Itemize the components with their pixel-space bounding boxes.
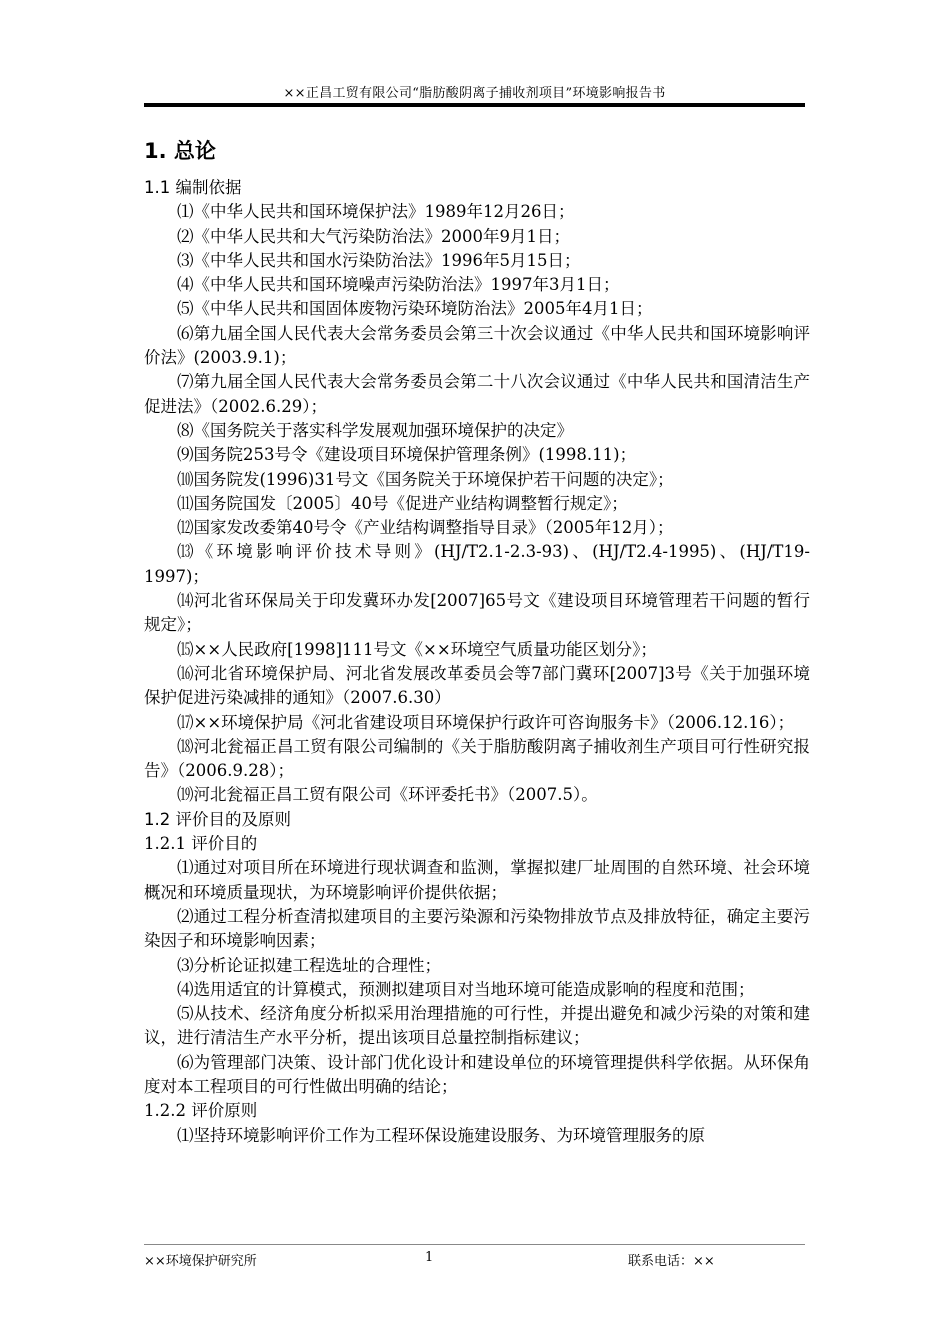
footer-organization: ××环境保护研究所 — [144, 1254, 257, 1269]
list-item: ⑹为管理部门决策、设计部门优化设计和建设单位的环境管理提供科学依据。从环保角度对本工程项目的可行性做出明确的结论； — [144, 1052, 810, 1096]
list-item: ⑵《中华人民共和大气污染防治法》2000年9月1日； — [177, 226, 570, 246]
header-rule — [144, 103, 805, 107]
list-item: ⑷选用适宜的计算模式，预测拟建项目对当地环境可能造成影响的程度和范围； — [177, 979, 755, 999]
list-item: ⑿国家发改委第40号令《产业结构调整指导目录》（2005年12月）； — [177, 518, 674, 538]
section-title-1-1: 1.1 编制依据 — [144, 178, 242, 197]
list-item: ⑸从技术、经济角度分析拟采用治理措施的可行性，并提出避免和减少污染的对策和建议，进行清洁生产水平分析，提出该项目总量控制指标建议； — [144, 1004, 810, 1048]
list-item: ⑵通过工程分析查清拟建项目的主要污染源和污染物排放节点及排放特征，确定主要污染因子和环境影响因素； — [144, 906, 810, 951]
footer-contact: 联系电话：×× — [628, 1254, 715, 1269]
purpose-list — [144, 856, 810, 1099]
list-item: ⑻《国务院关于落实科学发展观加强环境保护的决定》 — [177, 420, 573, 440]
list-item: ⒂××人民政府[1998]111号文《××环境空气质量功能区划分》； — [177, 639, 657, 659]
list-item: ⑺第九届全国人民代表大会常务委员会第二十八次会议通过《中华人民共和国清洁生产促进法》（2002.6.29）； — [144, 372, 810, 416]
list-item: ⒆河北瓮福正昌工贸有限公司《环评委托书》（2007.5）。 — [177, 785, 598, 805]
list-item: ⑸《中华人民共和国固体废物污染环境防治法》2005年4月1日； — [177, 299, 653, 319]
list-item: ⒁河北省环保局关于印发冀环办发[2007]65号文《建设项目环境管理若干问题的暂行规定》； — [144, 591, 810, 635]
list-item: ⑴坚持环境影响评价工作为工程环保设施建设服务、为环境管理服务的原 — [177, 1125, 705, 1145]
list-item: ⑽国务院发(1996)31号文《国务院关于环境保护若干问题的决定》； — [177, 469, 674, 489]
list-item: ⒄××环境保护局《河北省建设项目环境保护行政许可咨询服务卡》（2006.12.16）； — [177, 712, 795, 732]
list-item: ⑹第九届全国人民代表大会常务委员会第三十次会议通过《中华人民共和国环境影响评价法》(2003.9.1)； — [144, 323, 810, 368]
basis-list — [144, 200, 810, 807]
footer-rule — [144, 1244, 805, 1245]
list-item: ⑼国务院253号令《建设项目环境保护管理条例》(1998.11)； — [177, 445, 637, 465]
subsection-title-1-2-1: 1.2.1 评价目的 — [144, 834, 258, 854]
page-number: 1 — [425, 1250, 434, 1265]
principle-list — [144, 1124, 810, 1148]
running-header: ××正昌工贸有限公司“脂肪酸阴离子捕收剂项目”环境影响报告书 — [283, 86, 666, 101]
list-item: ⑴通过对项目所在环境进行现状调查和监测，掌握拟建厂址周围的自然环境、社会环境概况和环境质量现状，为环境影响评价提供依据； — [144, 858, 810, 902]
list-item: ⑾国务院国发〔2005〕40号《促进产业结构调整暂行规定》； — [177, 493, 628, 513]
list-item: ⒅河北瓮福正昌工贸有限公司编制的《关于脂肪酸阴离子捕收剂生产项目可行性研究报告》（2006.9.28）； — [144, 736, 810, 781]
list-item: ⑶分析论证拟建工程选址的合理性； — [177, 955, 441, 975]
list-item: ⑶《中华人民共和国水污染防治法》1996年5月15日； — [177, 250, 581, 270]
subsection-title-1-2-2: 1.2.2 评价原则 — [144, 1101, 258, 1121]
chapter-title: 1. 总论 — [144, 139, 216, 163]
list-item: ⒀《环境影响评价技术导则》(HJ/T2.1-2.3-93)、(HJ/T2.4-1995)、(HJ/T19-1997)； — [144, 542, 810, 586]
list-item: ⑴《中华人民共和国环境保护法》1989年12月26日； — [177, 202, 575, 222]
section-title-1-2: 1.2 评价目的及原则 — [144, 809, 291, 829]
list-item: ⒃河北省环境保护局、河北省发展改革委员会等7部门冀环[2007]3号《关于加强环境保护促进污染减排的通知》（2007.6.30） — [144, 663, 810, 708]
document-body — [144, 136, 810, 1148]
list-item: ⑷《中华人民共和国环境噪声污染防治法》1997年3月1日； — [177, 275, 620, 295]
